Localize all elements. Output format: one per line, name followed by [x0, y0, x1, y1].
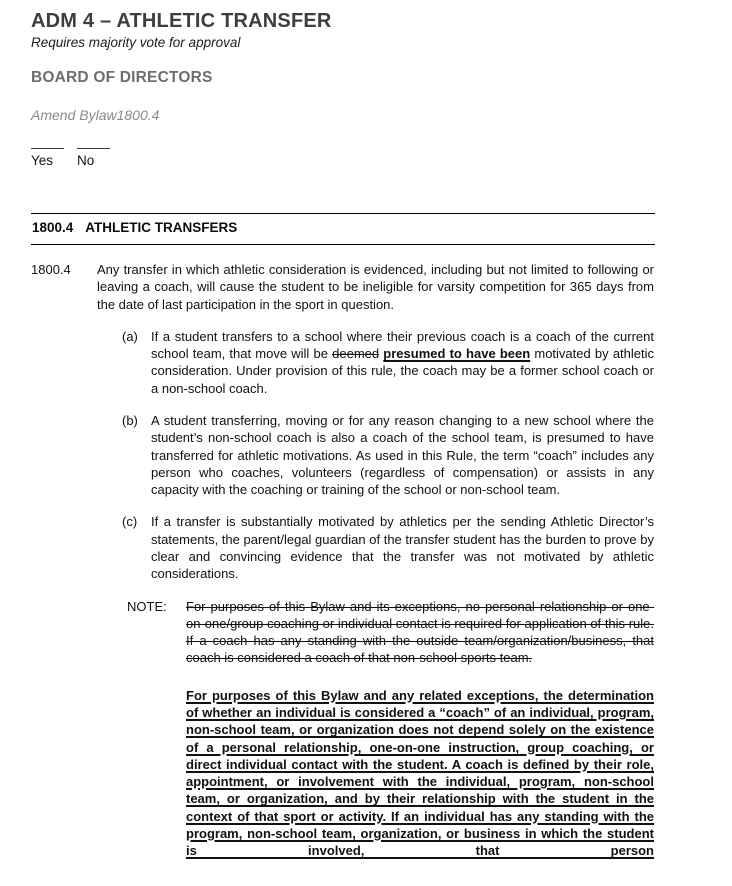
note-body — [186, 598, 654, 860]
note-deleted-paragraph: For purposes of this Bylaw and its exceptions, no personal relationship or one-on-one/group coaching or individual contact is required for application of this rule. If a coach has any standing with the outside team/organization/business, that coach is considered a coach of that non-school sports team. — [186, 598, 654, 666]
organization-heading: BOARD OF DIRECTORS — [31, 68, 213, 86]
rule-block — [31, 261, 655, 859]
item-marker-c: (c) — [122, 514, 138, 530]
note-block — [127, 598, 654, 860]
section-heading — [31, 213, 655, 245]
rule-item-a — [122, 328, 654, 397]
no-label: No — [77, 153, 95, 169]
vote-requirement-note: Requires majority vote for approval — [31, 35, 241, 50]
item-text-c: If a transfer is substantially motivated by athletics per the sending Athletic Director’s statements, the parent/legal guardian of the transfer student has the burden to prove by clear and convincing evidence that the transfer was not motivated by athletic considerations. — [151, 514, 654, 582]
item-text-a: If a student transfers to a school where their previous coach is a coach of the current school team, that move will be deemed presumed to have been motivated by athletic consideration. Under provision of this rule, the coach may be a former school coach or a non-school coach. — [151, 328, 655, 396]
yes-vote-blank-line — [31, 148, 64, 149]
yes-label: Yes — [31, 153, 54, 169]
item-text-b: A student transferring, moving or for any reason changing to a new school where the student’s non-school coach is also a coach of the school team, is presumed to have transferred for athletic motivations. As used in this Rule, the term “coach” includes any person who coaches, volunteers (regardless of compensation) or assists in any capacity with the coaching or training of the school or non-school team. — [151, 413, 654, 498]
rule-item-c — [122, 513, 654, 582]
note-label: NOTE: — [127, 598, 167, 614]
action-line: Amend Bylaw1800.4 — [31, 106, 160, 123]
no-vote-blank-line — [77, 148, 110, 149]
rule-intro-paragraph: Any transfer in which athletic consideration is evidenced, including but not limited to following or leaving a coach, will cause the student to be ineligible for varsity competition for 365 days from the date of last participation in the sport in question. — [97, 262, 654, 312]
rule-number: 1800.4 — [31, 262, 71, 278]
vote-option-yes — [31, 148, 64, 170]
rule-item-b — [122, 412, 654, 498]
vote-row — [31, 148, 655, 170]
rule-body — [97, 261, 654, 859]
section-title: ATHLETIC TRANSFERS — [85, 220, 238, 236]
item-marker-a: (a) — [122, 328, 138, 344]
section-number: 1800.4 — [32, 220, 74, 236]
page-title: ADM 4 – ATHLETIC TRANSFER — [31, 10, 332, 32]
vote-option-no — [77, 148, 110, 170]
item-marker-b: (b) — [122, 413, 138, 429]
note-added-paragraph: For purposes of this Bylaw and any related exceptions, the determination of whether an individual is considered a “coach” of an individual, program, non-school team, or organization does not depend solely on the existence of a personal relationship, one-on-one instruction, group coaching, or direct individual contact with the student. A coach is defined by their role, appointment, or involvement with the individual, program, non-school team, or organization, and by their relationship with the student in the context of that sport or activity. If an individual has any standing with the program, non-school team, organization, or business in which the student is involved, that person — [186, 687, 654, 859]
